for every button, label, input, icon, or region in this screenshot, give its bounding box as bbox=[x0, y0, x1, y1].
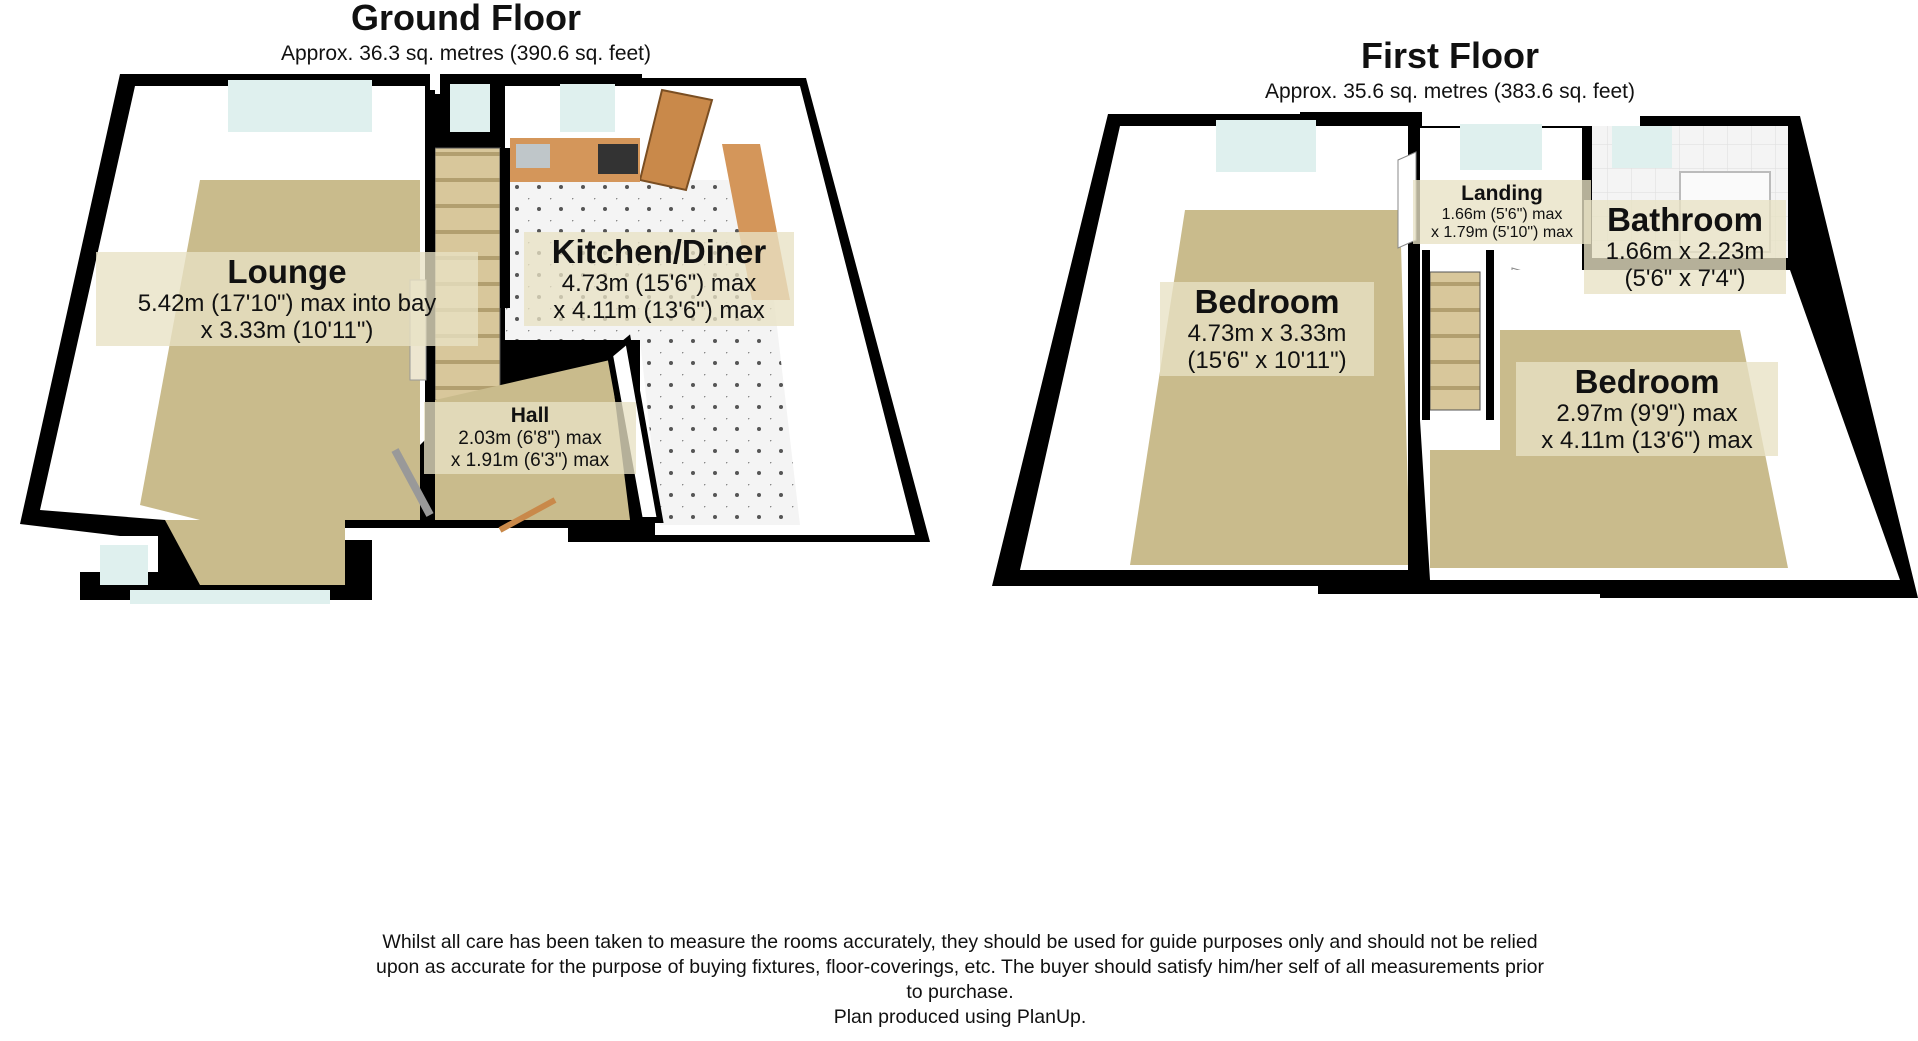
first-floor-area: Approx. 35.6 sq. metres (383.6 sq. feet) bbox=[1264, 80, 1636, 103]
room-name-hall: Hall bbox=[510, 404, 550, 427]
ground-floor-title: Ground Floor bbox=[351, 0, 581, 38]
stair-wall bbox=[500, 148, 510, 308]
bay-window-front bbox=[130, 590, 330, 604]
room-label-lounge bbox=[96, 252, 478, 346]
first-floor-stairs bbox=[1430, 272, 1480, 410]
room-dim-bathroom-2: (5'6" x 7'4") bbox=[1624, 265, 1746, 292]
disclaimer bbox=[280, 930, 1640, 1030]
disclaimer-line-1: Whilst all care has been taken to measure the rooms accurately, they should be used for guide purposes only and should not be relied bbox=[382, 931, 1538, 953]
room-name-bedroom-1: Bedroom bbox=[1194, 283, 1340, 320]
room-dim-landing-2: x 1.79m (5'10") max bbox=[1430, 224, 1574, 241]
landing-stair-wall-right bbox=[1486, 250, 1494, 420]
landing-stair-wall-left bbox=[1422, 250, 1430, 420]
room-dim-bedroom-2-1: 2.97m (9'9") max bbox=[1556, 400, 1738, 427]
room-label-landing bbox=[1413, 180, 1591, 244]
disclaimer-line-4: Plan produced using PlanUp. bbox=[833, 1006, 1087, 1028]
room-label-kitchen-diner bbox=[524, 232, 794, 326]
room-dim-lounge-1: 5.42m (17'10") max into bay bbox=[137, 290, 437, 317]
room-dim-kitchen-diner-2: x 4.11m (13'6") max bbox=[553, 297, 765, 324]
bedroom-1-window bbox=[1216, 120, 1316, 172]
landing-window bbox=[1460, 124, 1542, 170]
room-name-bathroom: Bathroom bbox=[1607, 201, 1763, 238]
room-label-bedroom-2 bbox=[1516, 362, 1778, 456]
room-dim-bedroom-1-2: (15'6" x 10'11") bbox=[1187, 347, 1347, 374]
ground-floor-area: Approx. 36.3 sq. metres (390.6 sq. feet) bbox=[280, 42, 652, 65]
room-dim-lounge-2: x 3.33m (10'11") bbox=[200, 317, 374, 344]
hob bbox=[598, 144, 638, 174]
room-dim-bedroom-2-2: x 4.11m (13'6") max bbox=[1541, 427, 1753, 454]
kitchen-window-2 bbox=[560, 84, 615, 132]
lounge-window bbox=[228, 80, 372, 132]
room-name-kitchen-diner: Kitchen/Diner bbox=[551, 233, 767, 270]
room-label-hall bbox=[424, 402, 636, 474]
sink bbox=[516, 144, 550, 168]
room-label-bedroom-1 bbox=[1160, 282, 1374, 376]
room-dim-hall-1: 2.03m (6'8") max bbox=[458, 428, 602, 449]
room-dim-hall-2: x 1.91m (6'3") max bbox=[450, 450, 610, 471]
kitchen-window-1 bbox=[450, 84, 490, 132]
room-dim-kitchen-diner-1: 4.73m (15'6") max bbox=[561, 270, 757, 297]
room-label-bathroom bbox=[1584, 200, 1786, 294]
disclaimer-line-2: upon as accurate for the purpose of buying fixtures, floor-coverings, etc. The buyer should satisfy him/her self of all measurements prior bbox=[375, 956, 1545, 978]
room-dim-bedroom-1-1: 4.73m x 3.33m bbox=[1187, 320, 1347, 347]
room-name-bedroom-2: Bedroom bbox=[1574, 363, 1720, 400]
room-dim-landing-1: 1.66m (5'6") max bbox=[1441, 206, 1563, 223]
bathroom-window bbox=[1612, 126, 1672, 168]
first-floor-title: First Floor bbox=[1361, 35, 1539, 76]
disclaimer-line-3: to purchase. bbox=[906, 981, 1014, 1003]
room-name-landing: Landing bbox=[1461, 182, 1543, 205]
bay-window-left bbox=[100, 545, 148, 585]
room-dim-bathroom-1: 1.66m x 2.23m bbox=[1605, 238, 1765, 265]
room-name-lounge: Lounge bbox=[227, 253, 347, 290]
